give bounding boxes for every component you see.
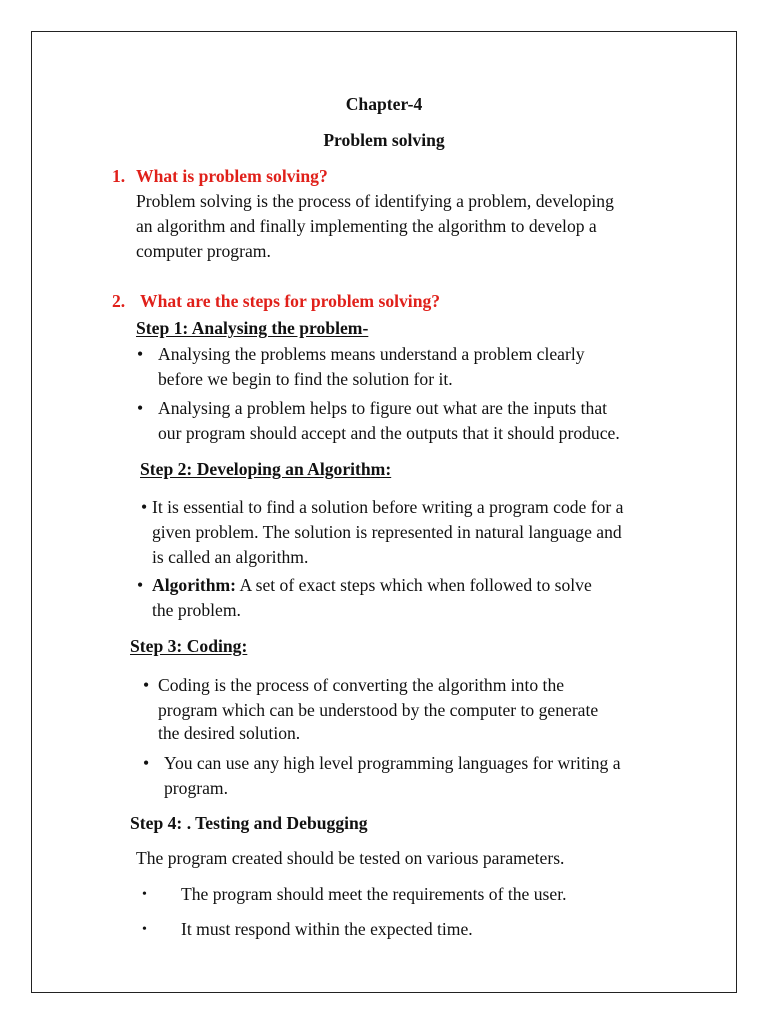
step2-heading: Step 2: Developing an Algorithm: — [140, 459, 392, 479]
step4-bullet: It must respond within the expected time. — [181, 919, 473, 939]
step2-bullet-line: given problem. The solution is represented in natural language and — [152, 522, 622, 542]
chapter-title: Chapter-4 — [345, 94, 423, 114]
step3-bullet-line: the desired solution. — [158, 723, 301, 743]
step2-bullet2-line — [152, 573, 592, 597]
bullet-glyph: • — [137, 398, 144, 418]
step4-intro: The program created should be tested on various parameters. — [136, 848, 565, 868]
bullet-glyph: • — [142, 922, 147, 937]
algorithm-term: Algorithm: — [152, 575, 237, 595]
q1-number: 1. — [112, 166, 126, 186]
step4-bullet: The program should meet the requirements of the user. — [181, 884, 567, 904]
bullet-glyph: • — [142, 887, 147, 902]
q2-question: What are the steps for problem solving? — [140, 291, 441, 311]
chapter-subtitle: Problem solving — [323, 130, 445, 150]
algorithm-definition: A set of exact steps which when followed to solve — [239, 575, 592, 595]
q1-answer-line: Problem solving is the process of identifying a problem, developing — [136, 191, 614, 211]
step3-bullet-line: program which can be understood by the computer to generate — [158, 700, 599, 720]
step1-bullet-line: Analysing a problem helps to figure out what are the inputs that — [158, 398, 608, 418]
step1-bullet-line: before we begin to find the solution for it. — [158, 369, 453, 389]
q1-answer-line: an algorithm and finally implementing the algorithm to develop a — [136, 216, 597, 236]
q2-number: 2. — [112, 291, 126, 311]
bullet-glyph: • — [143, 753, 150, 773]
step2-bullet2-line2: the problem. — [152, 600, 241, 620]
step2-bullet-line: is called an algorithm. — [152, 547, 309, 567]
step1-bullet-line: Analysing the problems means understand a problem clearly — [158, 344, 585, 364]
bullet-glyph: • — [137, 575, 144, 595]
q1-answer-line: computer program. — [136, 241, 271, 261]
bullet-glyph: • — [137, 344, 144, 364]
step1-bullet-line: our program should accept and the outputs that it should produce. — [158, 423, 620, 443]
step3-bullet-line: You can use any high level programming languages for writing a — [164, 753, 621, 773]
bullet-glyph: • — [141, 497, 148, 517]
step4-heading: Step 4: . Testing and Debugging — [130, 813, 368, 833]
q1-question: What is problem solving? — [136, 166, 328, 186]
step3-bullet-line: program. — [164, 778, 229, 798]
bullet-glyph: • — [143, 675, 150, 695]
step2-bullet-line: It is essential to find a solution before writing a program code for a — [152, 497, 624, 517]
step3-heading: Step 3: Coding: — [130, 636, 248, 656]
step3-bullet-line: Coding is the process of converting the algorithm into the — [158, 675, 565, 695]
step1-heading: Step 1: Analysing the problem- — [136, 318, 369, 338]
